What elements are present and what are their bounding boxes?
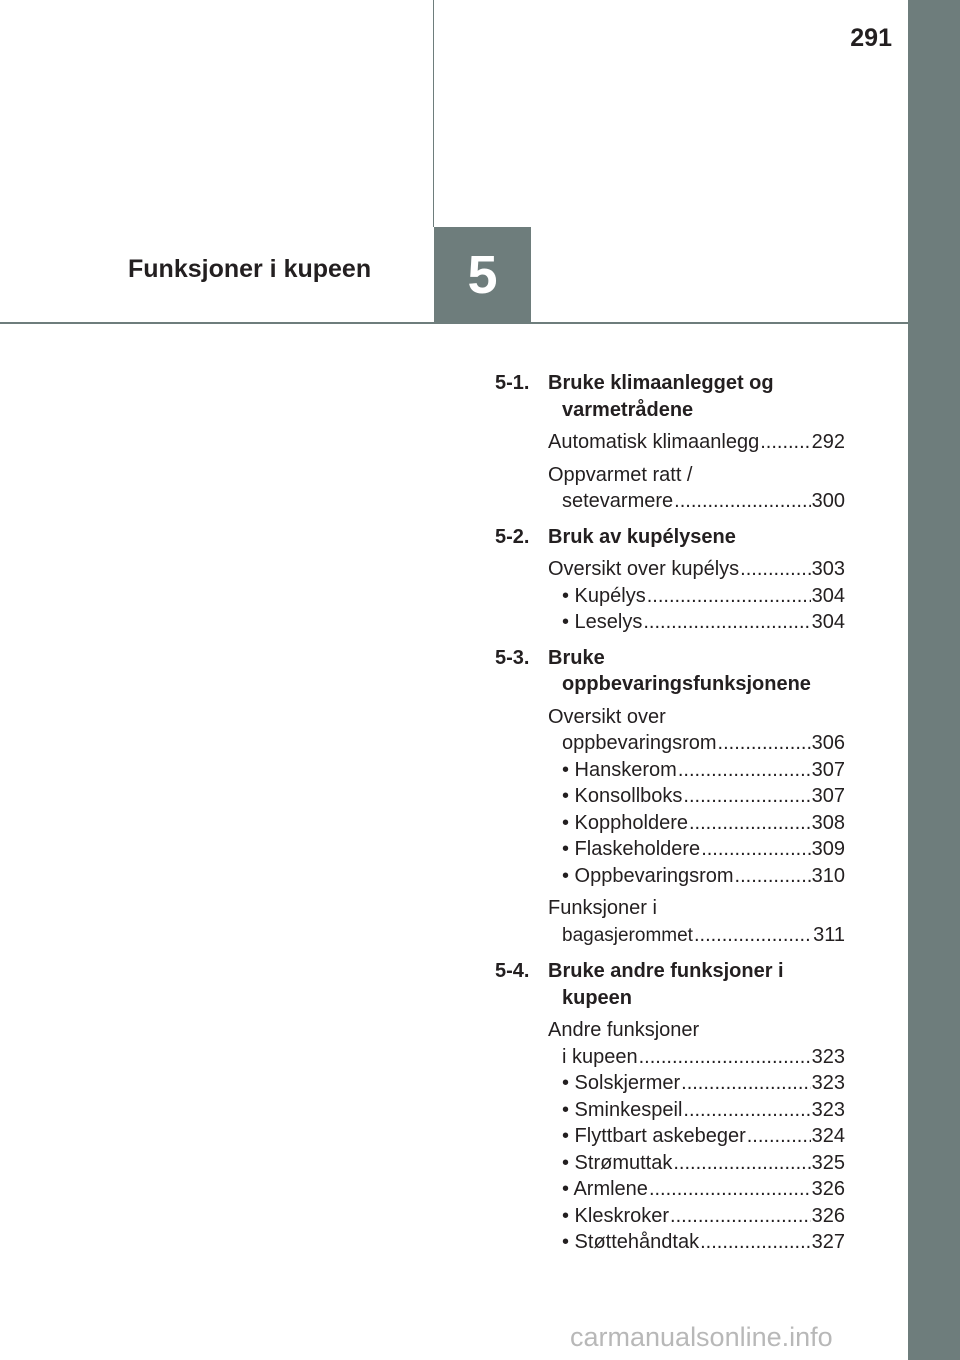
toc-entry-text: • Leselys bbox=[562, 611, 643, 633]
toc-entry-text: oppbevaringsrom bbox=[562, 732, 717, 754]
toc-sub-item[interactable] bbox=[548, 1097, 845, 1124]
toc-entry-text: • Flyttbart askebeger bbox=[562, 1125, 746, 1147]
toc-page-number: 307 bbox=[811, 785, 845, 807]
toc-page-number: 309 bbox=[811, 838, 845, 860]
toc-sub-item[interactable] bbox=[548, 1229, 845, 1256]
toc-page-number: 300 bbox=[811, 490, 845, 512]
toc-page-number: 304 bbox=[811, 584, 845, 607]
chapter-title: Funksjoner i kupeen bbox=[128, 255, 372, 283]
toc-page-number: 306 bbox=[811, 732, 845, 754]
toc-entry-line bbox=[548, 556, 845, 583]
toc-page-number: 292 bbox=[811, 431, 845, 453]
leader-dots bbox=[670, 1203, 811, 1230]
toc-entry-text: setevarmere bbox=[562, 490, 674, 512]
toc-section bbox=[495, 524, 845, 636]
toc-entry-text: i kupeen bbox=[562, 1045, 638, 1068]
toc-sub-item[interactable] bbox=[548, 1070, 845, 1097]
leader-dots bbox=[674, 488, 810, 515]
toc-entry[interactable] bbox=[548, 895, 845, 949]
toc-section-number: 5-4. bbox=[495, 960, 530, 982]
toc-section-title[interactable]: Bruke oppbevaringsfunksjonene bbox=[548, 646, 811, 695]
toc-entry-text: • Støttehåndtak bbox=[562, 1231, 700, 1253]
toc-entry-line bbox=[548, 1017, 845, 1044]
toc-entry-text: • Flaskeholdere bbox=[562, 838, 701, 860]
table-of-contents bbox=[495, 370, 845, 1256]
leader-dots bbox=[673, 1150, 810, 1177]
toc-entry-line bbox=[548, 730, 845, 757]
toc-section-number: 5-2. bbox=[495, 525, 530, 548]
toc-section-number: 5-1. bbox=[495, 372, 530, 394]
toc-entry-text: Funksjoner i bbox=[548, 897, 657, 919]
leader-dots bbox=[701, 836, 810, 863]
toc-entry-text: • Solskjermer bbox=[562, 1072, 681, 1094]
toc-entry[interactable] bbox=[548, 704, 845, 890]
toc-entry-text: • Koppholdere bbox=[562, 811, 688, 834]
toc-entry[interactable] bbox=[548, 1017, 845, 1256]
toc-entry-text: • Hanskerom bbox=[562, 758, 677, 781]
toc-entry-text: • Kleskroker bbox=[562, 1204, 670, 1227]
header-divider-vertical bbox=[433, 0, 434, 227]
toc-entry-text: Automatisk klimaanlegg bbox=[548, 431, 760, 453]
toc-entry-line bbox=[548, 922, 845, 950]
toc-sub-item[interactable] bbox=[548, 863, 845, 890]
leader-dots bbox=[740, 556, 810, 583]
toc-entry-text: • Kupélys bbox=[562, 584, 646, 607]
toc-entry-line bbox=[548, 429, 845, 456]
toc-entry-text: • Sminkespeil bbox=[562, 1098, 683, 1121]
toc-entry[interactable] bbox=[548, 556, 845, 636]
toc-section bbox=[495, 958, 845, 1256]
leader-dots bbox=[643, 609, 810, 636]
toc-entry-line bbox=[548, 1044, 845, 1071]
toc-entry-text: Oversikt over bbox=[548, 705, 666, 728]
toc-page-number: 326 bbox=[811, 1204, 845, 1227]
leader-dots bbox=[747, 1123, 811, 1150]
leader-dots bbox=[700, 1229, 811, 1256]
leader-dots bbox=[694, 922, 812, 949]
toc-section bbox=[495, 645, 845, 950]
toc-sub-item[interactable] bbox=[548, 836, 845, 863]
toc-sub-item[interactable] bbox=[548, 609, 845, 636]
toc-sub-item[interactable] bbox=[548, 1203, 845, 1230]
leader-dots bbox=[678, 757, 811, 784]
leader-dots bbox=[735, 863, 811, 890]
toc-sub-item[interactable] bbox=[548, 1123, 845, 1150]
toc-page-number: 325 bbox=[811, 1151, 845, 1174]
toc-entry-text: • Strømuttak bbox=[562, 1151, 673, 1174]
toc-entry-text: Oppvarmet ratt / bbox=[548, 463, 693, 486]
toc-sub-item[interactable] bbox=[548, 810, 845, 837]
toc-section-title[interactable]: Bruke andre funksjoner i kupeen bbox=[548, 960, 784, 1009]
leader-dots bbox=[689, 810, 811, 837]
toc-entry[interactable] bbox=[548, 429, 845, 456]
leader-dots bbox=[647, 583, 811, 610]
page-number: 291 bbox=[850, 24, 892, 52]
toc-entry-line bbox=[548, 488, 845, 515]
toc-page-number: 311 bbox=[813, 923, 845, 946]
toc-entry-line bbox=[548, 704, 845, 731]
toc-page-number: 303 bbox=[811, 558, 845, 580]
toc-entry-line bbox=[548, 895, 845, 922]
leader-dots bbox=[649, 1176, 811, 1203]
leader-dots bbox=[760, 429, 810, 456]
toc-section bbox=[495, 370, 845, 515]
chapter-number-box bbox=[434, 227, 531, 323]
toc-entry-text: • Armlene bbox=[562, 1178, 648, 1200]
leader-dots bbox=[718, 730, 811, 757]
leader-dots bbox=[681, 1070, 810, 1097]
toc-sub-item[interactable] bbox=[548, 583, 845, 610]
toc-section-title[interactable]: Bruk av kupélysene bbox=[548, 525, 736, 548]
toc-entry-text: bagasjerommet bbox=[562, 924, 693, 946]
toc-entry-text: Oversikt over kupélys bbox=[548, 558, 740, 580]
toc-sub-item[interactable] bbox=[548, 757, 845, 784]
toc-page-number: 324 bbox=[811, 1125, 845, 1147]
toc-page-number: 326 bbox=[811, 1178, 845, 1200]
toc-entry-text: • Oppbevaringsrom bbox=[562, 864, 734, 887]
toc-section-title[interactable]: Bruke klimaanlegget og varmetrådene bbox=[548, 372, 774, 421]
watermark: carmanualsonline.info bbox=[570, 1322, 833, 1352]
toc-page-number: 327 bbox=[811, 1231, 845, 1253]
toc-page-number: 323 bbox=[811, 1072, 845, 1094]
toc-page-number: 308 bbox=[811, 811, 845, 834]
leader-dots bbox=[683, 1097, 810, 1124]
toc-entry[interactable] bbox=[548, 462, 845, 515]
toc-page-number: 310 bbox=[811, 864, 845, 887]
leader-dots bbox=[683, 783, 810, 810]
toc-section-number: 5-3. bbox=[495, 646, 530, 669]
toc-entry-text: • Konsollboks bbox=[562, 785, 683, 807]
toc-page-number: 307 bbox=[811, 758, 845, 781]
toc-entry-text: Andre funksjoner bbox=[548, 1019, 700, 1041]
toc-entry-line bbox=[548, 462, 845, 489]
chapter-number: 5 bbox=[467, 245, 498, 305]
side-tab-bar bbox=[908, 0, 960, 1360]
leader-dots bbox=[639, 1044, 811, 1071]
toc-sub-item[interactable] bbox=[548, 1176, 845, 1203]
toc-sub-item[interactable] bbox=[548, 1150, 845, 1177]
toc-page-number: 304 bbox=[811, 611, 845, 633]
toc-page-number: 323 bbox=[811, 1098, 845, 1121]
toc-page-number: 323 bbox=[811, 1045, 845, 1068]
toc-sub-item[interactable] bbox=[548, 783, 845, 810]
